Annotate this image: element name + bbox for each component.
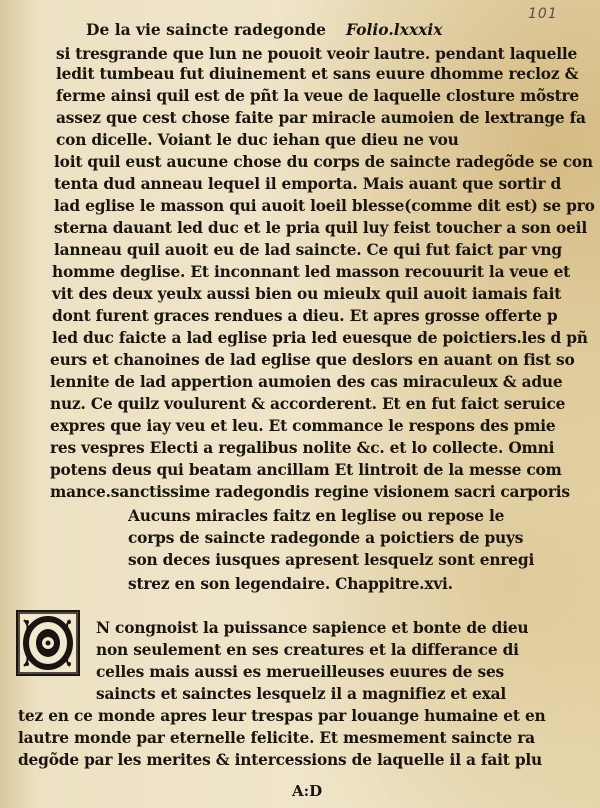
text-line: sterna dauant led duc et le pria quil luy feist toucher a son oeil (54, 219, 587, 237)
text-line: loit quil eust aucune chose du corps de saincte radegõde se con (54, 153, 593, 171)
text-line: con dicelle. Voiant le duc iehan que dieu ne vou (56, 131, 459, 149)
text-line: celles mais aussi es merueilleuses euures de ses (96, 663, 505, 681)
floral-initial-icon (18, 612, 78, 674)
text-line: si tresgrande que lun ne pouoit veoir lautre. pendant laquelle (56, 45, 578, 63)
chapter-heading-line: corps de saincte radegonde a poictiers de puys (128, 529, 524, 547)
text-line: mance.sanctissime radegondis regine visionem sacri carporis (50, 483, 570, 501)
text-line: lennite de lad appertion aumoien des cas miraculeux & adue (50, 373, 563, 391)
page-end-mark: A:D (292, 782, 323, 800)
chapter-heading-line: Aucuns miracles faitz en leglise ou repose le (128, 507, 505, 525)
text-line: N congnoist la puissance sapience et bonte de dieu (96, 619, 529, 637)
header-title: De la vie saincte radegonde (86, 20, 327, 39)
text-line: lautre monde par eternelle felicite. Et mesmement saincte ra (18, 729, 535, 747)
text-line: tenta dud anneau lequel il emporta. Mais auant que sortir d (54, 175, 562, 193)
text-line: ferme ainsi quil est de pñt la veue de laquelle closture mõstre (56, 87, 579, 105)
text-line: res vespres Electi a regalibus nolite &c. et lo collecte. Omni (50, 439, 555, 457)
text-line: lanneau quil auoit eu de lad saincte. Ce qui fut faict par vng (54, 241, 562, 259)
text-line: nuz. Ce quilz voulurent & accorderent. Et en fut faict seruice (50, 395, 566, 413)
text-line: degõde par les merites & intercessions de laquelle il a fait plu (18, 751, 543, 769)
text-line: led duc faicte a lad eglise pria led euesque de poictiers.les d pñ (52, 329, 588, 347)
text-line: lad eglise le masson qui auoit loeil blesse(comme dit est) se pro (54, 197, 595, 215)
running-header (86, 20, 466, 44)
text-line: saincts et sainctes lesquelz il a magnifiez et exal (96, 685, 507, 703)
decorated-initial-o (16, 610, 80, 676)
text-line: assez que cest chose faite par miracle aumoien de lextrange fa (56, 109, 586, 127)
text-line: non seulement en ses creatures et la differance di (96, 641, 519, 659)
text-line: potens deus qui beatam ancillam Et lintroit de la messe com (50, 461, 562, 479)
text-line: vit des deux yeulx aussi bien ou mieulx quil auoit iamais fait (52, 285, 562, 303)
chapter-heading-line: son deces iusques apresent lesquelz sont enregi (128, 551, 535, 569)
chapter-heading-line: strez en son legendaire. Chappitre.xvi. (128, 575, 453, 593)
text-line: eurs et chanoines de lad eglise que deslors en auant on fist so (50, 351, 575, 369)
text-line: expres que iay veu et leu. Et commance le respons des pmie (50, 417, 556, 435)
text-line: homme deglise. Et inconnant led masson recouurit la veue et (52, 263, 571, 281)
text-line: tez en ce monde apres leur trespas par louange humaine et en (18, 707, 546, 725)
text-line: dont furent graces rendues a dieu. Et apres grosse offerte p (52, 307, 558, 325)
folio-mark: 101 (528, 6, 558, 22)
header-folio: Folio.lxxxix (346, 20, 443, 39)
text-line: ledit tumbeau fut diuinement et sans euure dhomme recloz & (56, 65, 579, 83)
